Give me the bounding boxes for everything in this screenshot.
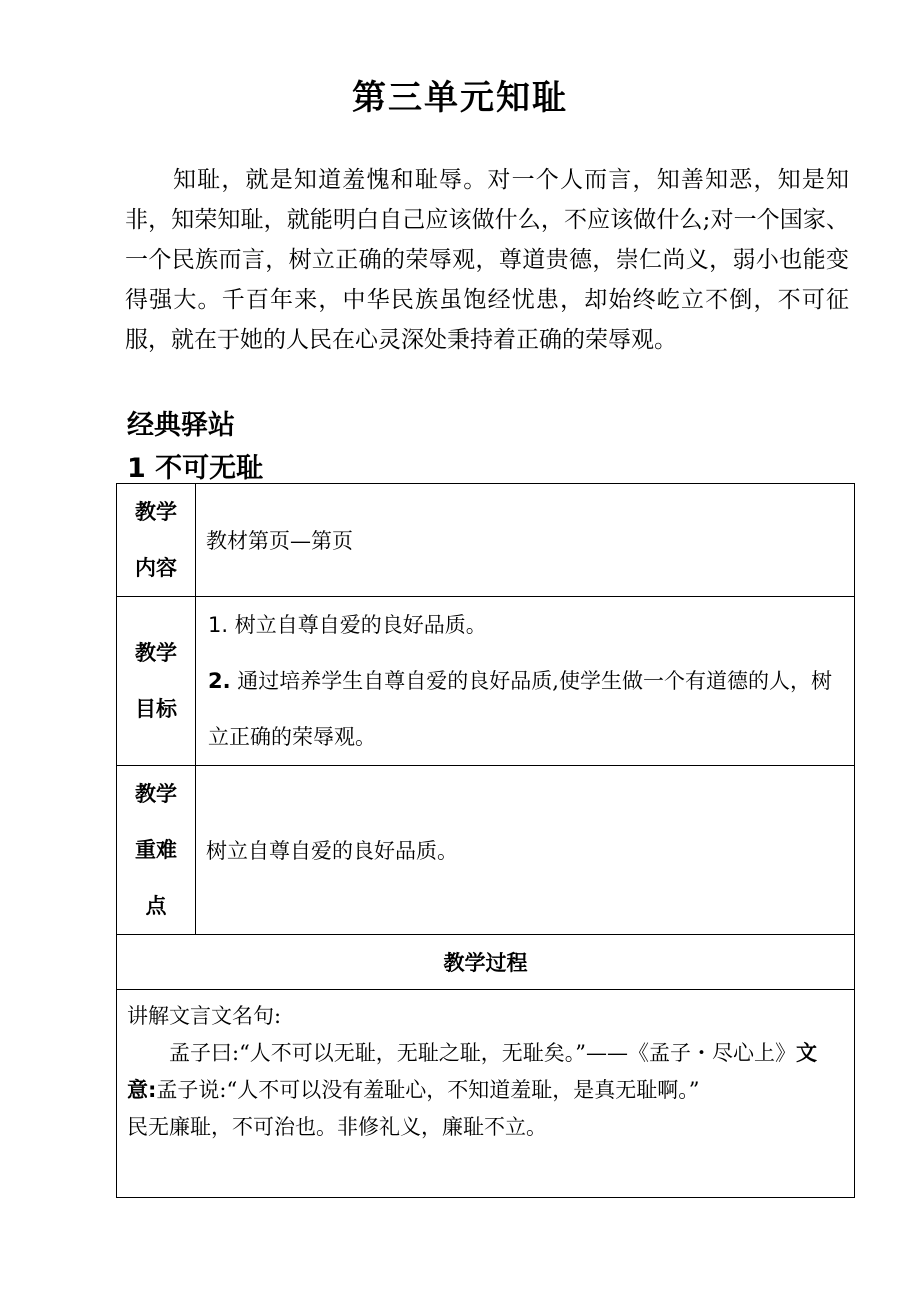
document-title: 第三单元知耻 [352,78,568,118]
goal-1-number: 1. [208,613,229,637]
intro-paragraph: 知耻，就是知道羞愧和耻辱。对一个人而言，知善知恶，知是知非，知荣知耻，就能明白自己应该做什么，不应该做什么;对一个国家、一个民族而言，树立正确的荣辱观，尊道贵德，崇仁尚义，弱小也能变得强大。千百年来，中华民族虽饱经忧患，却始终屹立不倒，不可征服，就在于她的人民在心灵深处秉持着正确的荣辱观。 [125,167,849,353]
content-text: 教材第页—第页 [206,529,353,553]
section-heading: 经典驿站 [127,410,235,441]
difficulty-label-line2: 重难 [135,838,177,862]
goals-label-line1: 教学 [135,641,177,665]
content-label-line2: 内容 [135,556,177,580]
goal-2-number: 2. [208,669,231,693]
goal-item-1 [206,597,846,653]
goal-2-text: 通过培养学生自尊自爱的良好品质,使学生做一个有道德的人，树立正确的荣辱观。 [208,669,832,749]
process-body-row [117,990,855,1198]
goal-1-text: 树立自尊自爱的良好品质。 [234,613,487,637]
second-quote: 民无廉耻，不可治也。非修礼义，廉耻不立。 [127,1115,547,1139]
mencius-quote: 孟子曰:“人不可以无耻，无耻之耻，无耻矣。”——《孟子・尽心上》 [169,1041,797,1065]
content-row [117,484,855,597]
meaning-text: 孟子说:“人不可以没有羞耻心，不知道羞耻，是真无耻啊。” [156,1078,700,1102]
difficulty-label [117,766,196,935]
lesson-plan-table [116,483,855,1198]
content-cell [196,484,855,597]
process-heading-row [117,935,855,990]
content-label-line1: 教学 [135,500,177,524]
difficulty-row [117,766,855,935]
difficulty-text: 树立自尊自爱的良好品质。 [206,839,458,863]
process-heading: 教学过程 [117,935,855,990]
mencius-quote-block [127,1035,846,1109]
process-intro-line: 讲解文言文名句: [127,1004,282,1028]
difficulty-label-line3: 点 [145,894,167,918]
difficulty-cell [196,766,855,935]
meaning-label: 文意: [127,1041,818,1102]
content-label [117,484,196,597]
difficulty-label-line1: 教学 [135,782,177,806]
goals-label-line2: 目标 [135,697,177,721]
goals-cell [196,597,855,766]
lesson-heading: 1 不可无耻 [127,453,264,484]
goal-item-2 [206,653,846,765]
goals-label [117,597,196,766]
process-body [117,990,855,1198]
goals-row [117,597,855,766]
